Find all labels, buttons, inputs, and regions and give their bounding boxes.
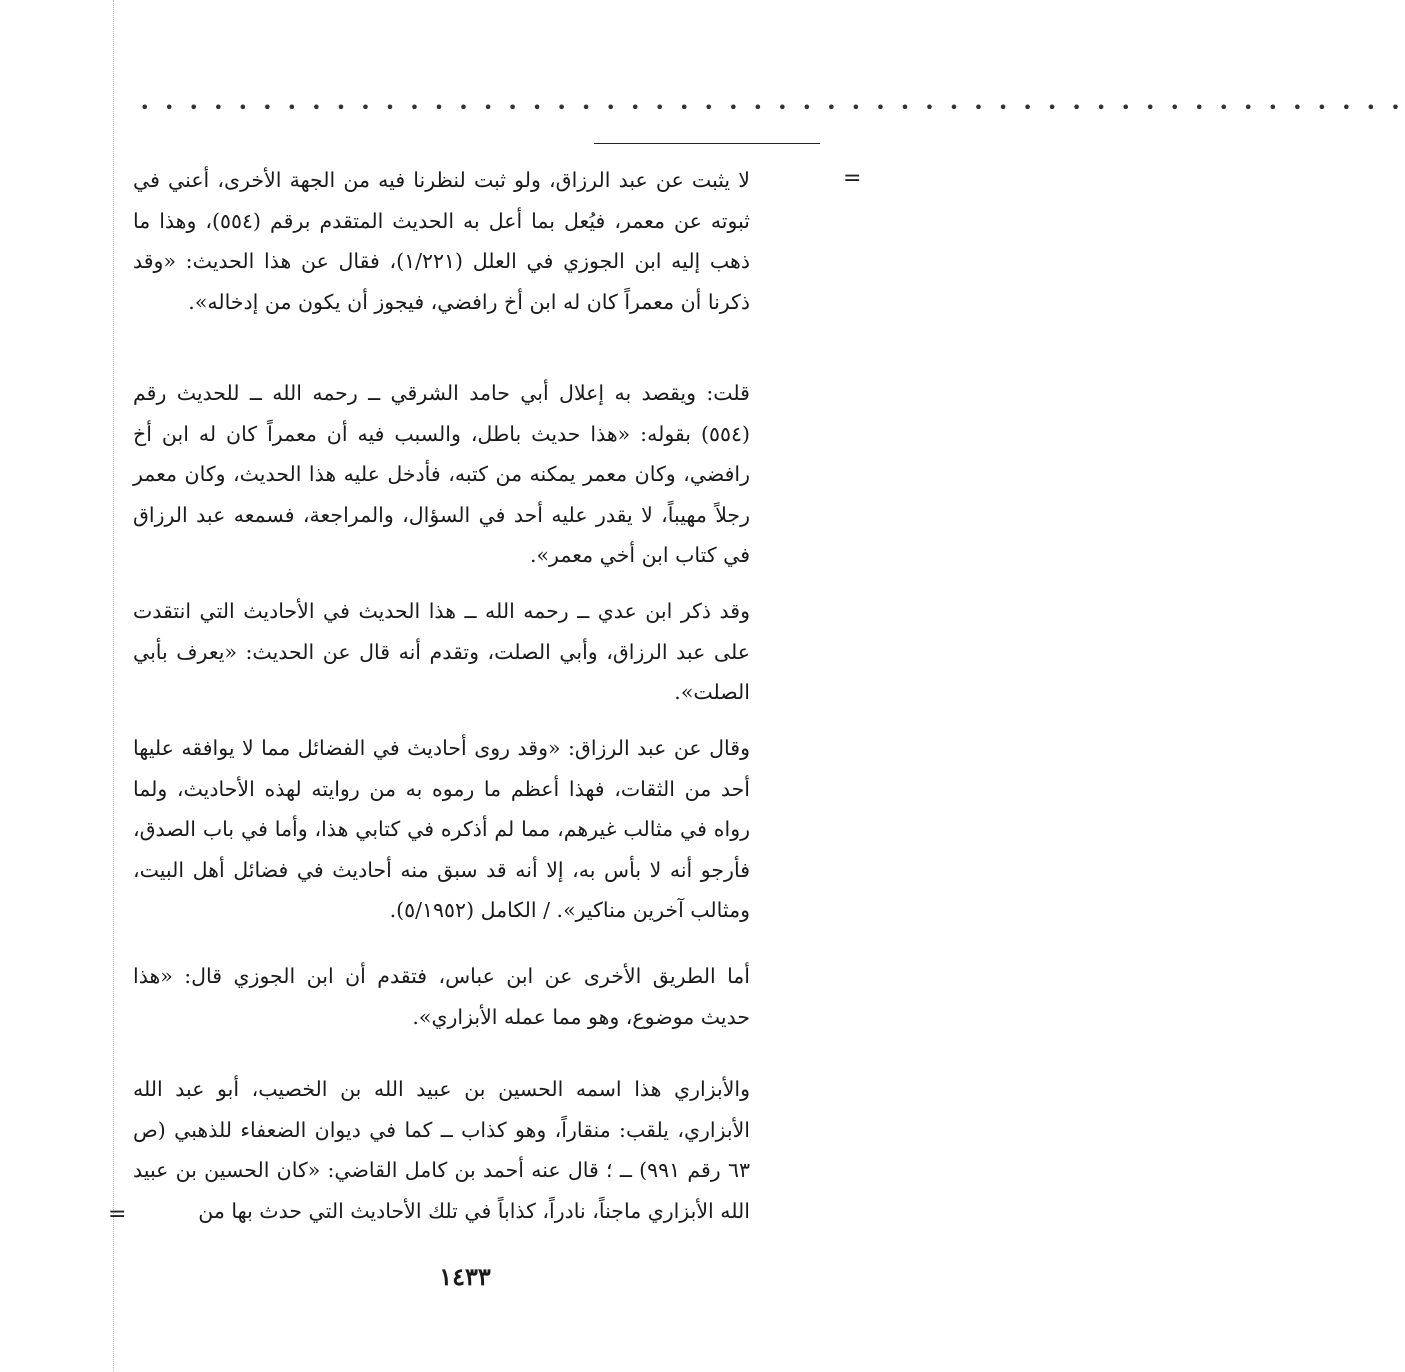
- continuation-mark-bottom: =: [108, 1202, 127, 1227]
- paragraph-6: والأبزاري هذا اسمه الحسين بن عبيد الله بن الخصيب، أبو عبد الله الأبزاري، يلقب: منقاراً، وهو كذاب ــ كما في ديوان الضعفاء للذهبي (ص ٦٣ رقم ٩٩١) ــ ؛ قال عنه أحمد بن كامل القاضي: «كان الحسين بن عبيد الله الأبزاري ماجناً، نادراً، كذاباً في تلك الأحاديث التي حدث بها من: [133, 1077, 750, 1223]
- paragraph-2: قلت: ويقصد به إعلال أبي حامد الشرقي ــ رحمه الله ــ للحديث رقم (٥٥٤) بقوله: «هذا حديث باطل، والسبب فيه أن معمراً كان له ابن أخ رافضي، وكان معمر يمكنه من كتبه، فأدخل عليه هذا الحديث، وكان معمر رجلاً مهيباً، لا يقدر عليه أحد في السؤال، والمراجعة، فسمعه عبد الرزاق في كتاب ابن أخي معمر».: [133, 381, 750, 567]
- footnote-separator-line: [594, 143, 820, 144]
- page-number: ١٤٣٣: [439, 1262, 491, 1291]
- left-margin-dotted-line: [113, 0, 114, 1372]
- paragraph-1: لا يثبت عن عبد الرزاق، ولو ثبت لنظرنا فيه من الجهة الأخرى، أعني في ثبوته عن معمر، فيُعل بما أعل به الحديث المتقدم برقم (٥٥٤)، وهذا ما ذهب إليه ابن الجوزي في العلل (١/٢٢١)، فقال عن هذا الحديث: «وقد ذكرنا أن معمراً كان له ابن أخ رافضي، فيجوز أن يكون من إدخاله».: [133, 168, 750, 314]
- paragraph-3: وقد ذكر ابن عدي ــ رحمه الله ــ هذا الحديث في الأحاديث التي انتقدت على عبد الرزاق، وأبي الصلت، وتقدم أنه قال عن الحديث: «يعرف بأبي الصلت».: [133, 599, 750, 704]
- continuation-mark-top: =: [843, 166, 862, 191]
- paragraph-4: وقال عن عبد الرزاق: «وقد روى أحاديث في الفضائل مما لا يوافقه عليها أحد من الثقات، فهذا أعظم ما رموه به من روايته لهذه الأحاديث، ولما رواه في مثالب غيرهم، مما لم أذكره في كتابي هذا، وأما في باب الصدق، فأرجو أنه لا بأس به، إلا أنه قد سبق منه أحاديث في فضائل أهل البيت، ومثالب آخرين مناكير». / الكامل (٥/١٩٥٢).: [133, 736, 750, 922]
- header-dotted-rule: • • • • • • • • • • • • • • • • • • • • • • • • • • • • • • • • • • • • • • • • • • • • • • • • • • • •: [140, 98, 1405, 117]
- paragraph-5: أما الطريق الأخرى عن ابن عباس، فتقدم أن ابن الجوزي قال: «هذا حديث موضوع، وهو مما عمله الأبزاري».: [133, 964, 750, 1029]
